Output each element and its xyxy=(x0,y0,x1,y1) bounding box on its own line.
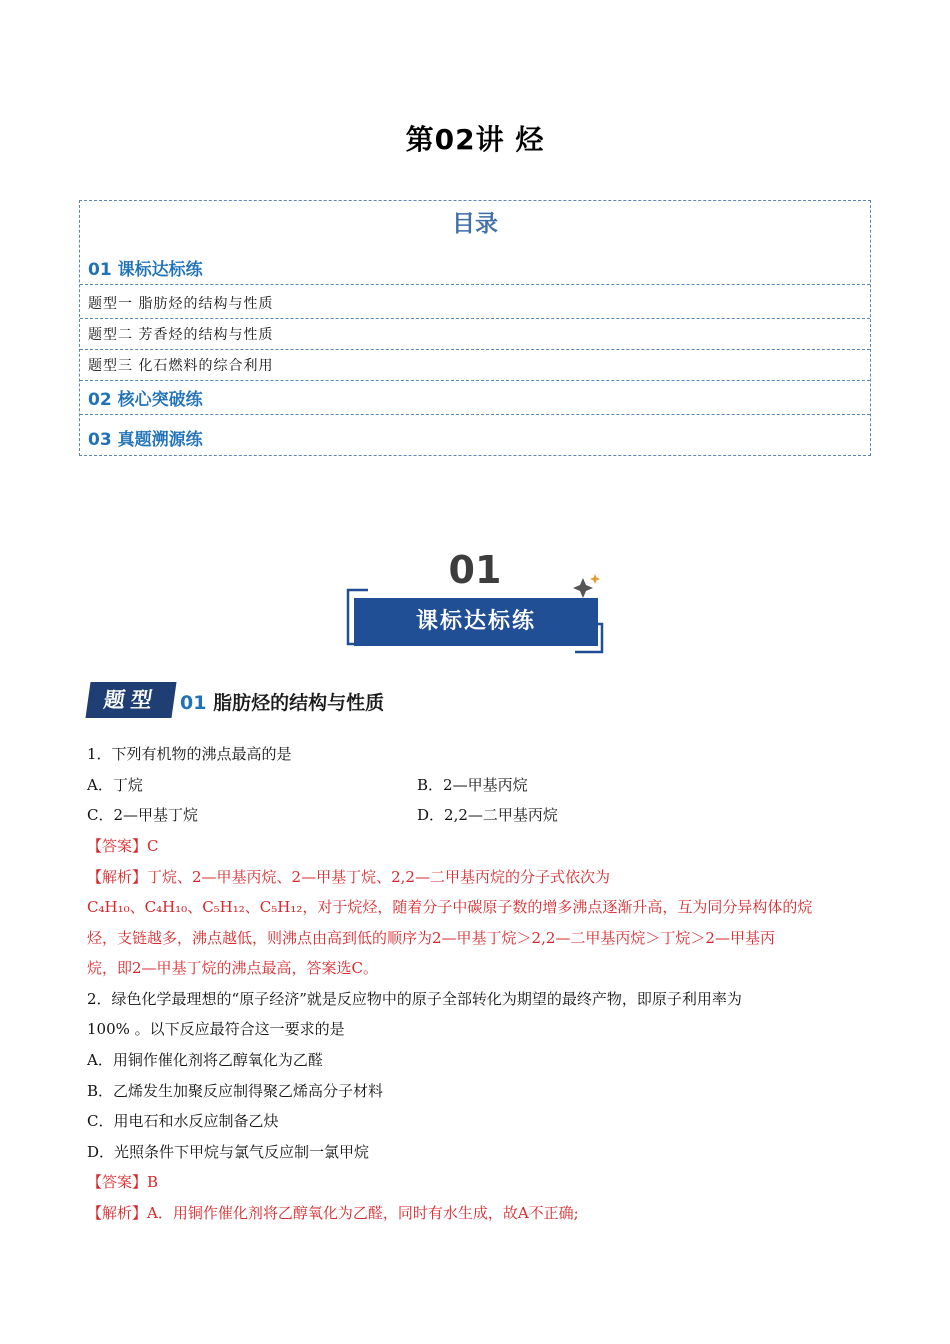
toc-item-type-2[interactable]: 题型二 芳香烃的结构与性质 xyxy=(80,320,870,350)
question-type-number: 01 xyxy=(180,692,207,714)
q1-option-d: D．2,2—二甲基丙烷 xyxy=(417,806,558,824)
toc-item-section-01[interactable]: 01 课标达标练 xyxy=(80,257,870,285)
q1-analysis-line: C₄H₁₀、C₄H₁₀、C₅H₁₂、C₅H₁₂，对于烷烃，随着分子中碳原子数的增多沸点逐渐升高，互为同分异构体的烷 xyxy=(87,898,813,916)
q1-stem: 1．下列有机物的沸点最高的是 xyxy=(87,745,292,763)
toc-item-section-02[interactable]: 02 核心突破练 xyxy=(80,383,870,415)
question-type-badge: 题型 xyxy=(85,682,176,718)
q2-option-a: A．用铜作催化剂将乙醇氧化为乙醛 xyxy=(87,1051,323,1069)
section-number: 01 xyxy=(448,548,502,592)
q2-option-d: D．光照条件下甲烷与氯气反应制一氯甲烷 xyxy=(87,1143,370,1161)
q2-stem-line: 2．绿色化学最理想的“原子经济”就是反应物中的原子全部转化为期望的最终产物，即原子利用率为 xyxy=(87,990,742,1008)
q2-option-b: B．乙烯发生加聚反应制得聚乙烯高分子材料 xyxy=(87,1082,384,1100)
page-title: 第02讲 烃 xyxy=(405,123,545,156)
q1-analysis-line: 烃，支链越多，沸点越低，则沸点由高到低的顺序为2—甲基丁烷＞2,2—二甲基丙烷＞丁烷＞2—甲基丙 xyxy=(87,929,775,947)
question-type-title: 脂肪烃的结构与性质 xyxy=(213,692,385,714)
question-type-heading xyxy=(180,688,384,715)
q2-option-c: C．用电石和水反应制备乙炔 xyxy=(87,1112,279,1130)
section-banner: 课标达标练 xyxy=(354,598,598,646)
q1-option-b: B．2—甲基丙烷 xyxy=(417,776,528,794)
q1-option-a: A．丁烷 xyxy=(87,776,143,794)
toc-item-section-03[interactable]: 03 真题溯源练 xyxy=(88,430,203,450)
q1-analysis-line: 烷，即2—甲基丁烷的沸点最高，答案选C。 xyxy=(87,959,379,977)
q2-analysis-line: 【解析】A．用铜作催化剂将乙醇氧化为乙醛，同时有水生成，故A不正确; xyxy=(87,1204,579,1222)
toc-item-type-3[interactable]: 题型三 化石燃料的综合利用 xyxy=(80,351,870,381)
q1-answer: 【答案】C xyxy=(87,837,159,855)
q1-analysis-line: 【解析】丁烷、2—甲基丙烷、2—甲基丁烷、2,2—二甲基丙烷的分子式依次为 xyxy=(87,868,610,886)
toc-item-type-1[interactable]: 题型一 脂肪烃的结构与性质 xyxy=(80,289,870,319)
toc-heading: 目录 xyxy=(452,211,498,237)
q2-stem-line: 100% 。以下反应最符合这一要求的是 xyxy=(87,1020,345,1038)
q1-option-c: C．2—甲基丁烷 xyxy=(87,806,199,824)
table-of-contents xyxy=(79,200,871,456)
q2-answer: 【答案】B xyxy=(87,1173,159,1191)
